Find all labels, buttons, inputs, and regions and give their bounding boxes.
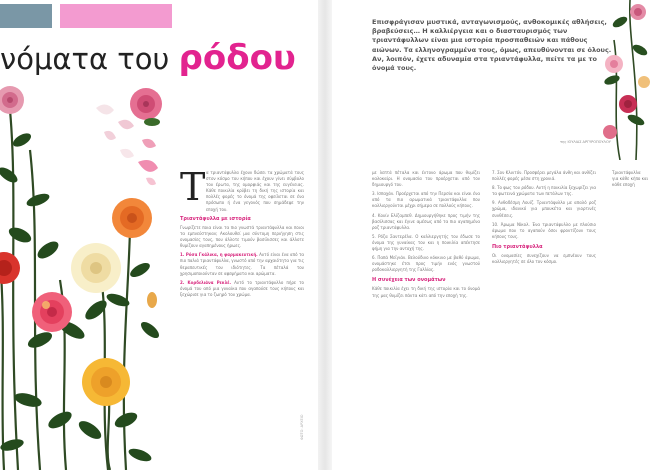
rose-orange bbox=[112, 198, 152, 238]
title-accent: ρόδου bbox=[178, 38, 296, 78]
right-article-column bbox=[492, 170, 596, 268]
rose-pink-top bbox=[0, 86, 24, 114]
body-paragraph: 8. Το φως του ρόδου. Αυτή η ποικιλία ξεχωρίζει για τα φωτεινά χρώματα των πετάλων της. bbox=[492, 185, 596, 197]
list-item bbox=[180, 252, 304, 276]
left-article-column-body bbox=[180, 212, 304, 301]
body-paragraph: 4. Κουίν Ελίζαμπεθ. Δημιουργήθηκε προς τιμήν της βασίλισσας και έγινε αμέσως από τα πιο αγαπημένα ροζ τριαντάφυλλα. bbox=[372, 212, 480, 230]
section-heading: Πιο τριαντάφυλλα bbox=[492, 243, 543, 250]
left-page bbox=[0, 0, 318, 470]
body-paragraph: με λεπτά πέταλα και έντονο άρωμα που θυμίζει καλοκαίρι. Η ονομασία του προέρχεται από τον δημιουργό του. bbox=[372, 170, 480, 188]
item-title: 1. Ρόσα Γκάλικα, η φαρμακευτική. bbox=[180, 252, 258, 258]
rose-coral bbox=[32, 292, 72, 332]
sidebar-text: Τριαντάφυλλα για κάθε κήπο και κάθε εποχή bbox=[612, 170, 648, 188]
item-title: 2. Κορδελιάνα Ρεκλέ. bbox=[180, 279, 231, 285]
item-text: Αυτό το τριαντάφυλλο πήρε το όνομά του από μια γυναίκα που αγαπούσε τους κήπους και ξεχώρισε για το ζωηρό του χρώμα. bbox=[180, 279, 304, 297]
body-paragraph: 7. Σον Κλιντόν. Προσφέρει μεγάλα άνθη και ανθίζει πολλές φορές μέσα στη χρονιά. bbox=[492, 170, 596, 182]
rose-pink-petals-head bbox=[130, 88, 162, 126]
section-heading: Η συνέχεια των ονομάτων bbox=[372, 277, 446, 284]
lead-paragraph: α τριαντάφυλλα έχουν δώσει τα χρώματά τους στον κόσμο του κήπου και έχουν γίνει σύμβολο του έρωτα, της ομορφιάς και της ευγένειας. Κάθε ποικιλία κρύβει τη δική της ιστορία και πολλές φορές το όνομά της οφείλεται σε ένα πρόσωπο ή ένα γεγονός που σημάδεψε την εποχή του. bbox=[206, 170, 304, 212]
drop-cap: Τ bbox=[180, 165, 206, 209]
rose-cream bbox=[71, 243, 121, 293]
roses-corner-illustration bbox=[600, 0, 650, 160]
middle-article-column bbox=[372, 170, 480, 302]
list-item bbox=[180, 280, 304, 298]
left-article-column bbox=[206, 170, 304, 216]
sidebar-column bbox=[612, 170, 648, 191]
body-paragraph: 10. Άρωμα Νίκολ. Ένα τριαντάφυλλο με πλούσιο άρωμα που το αγαπούν όσοι φροντίζουν τους κήπους τους. bbox=[492, 221, 596, 239]
rose-red bbox=[0, 252, 20, 284]
page-gutter bbox=[318, 0, 332, 470]
body-paragraph: Γνωρίζετε ποια είναι τα πιο γνωστά τριαντάφυλλα και ποιοι τα εμπνεύστηκαν; Ακολουθεί μια σύντομη περιήγηση στις ονομασίες τους, που άλλοτε τιμούν βασίλισσες και άλλοτε θυμίζουν αγαπημένους ήρωες. bbox=[180, 225, 304, 249]
rose-yellow bbox=[82, 358, 130, 406]
photo-credit: ΦΩΤΟ: ΑΡΧΕΙΟ bbox=[300, 414, 304, 440]
body-paragraph: 5. Ρόζα Σαντερέλα. Ο καλλιεργητής του έδωσε το όνομα της γυναίκας του και η ποικιλία απέκτησε φήμη για την αντοχή της. bbox=[372, 233, 480, 252]
body-paragraph: 9. Ανθοδέσμη Λουίζ. Τριαντάφυλλο με απαλό ροζ χρώμα, ιδανικό για μπουκέτα και γιορτινές συνθέσεις. bbox=[492, 200, 596, 218]
rose-bud bbox=[147, 292, 157, 308]
body-paragraph: Κάθε ποικιλία έχει τη δική της ιστορία και το όνομά της μας θυμίζει πάντα κάτι από την εποχή της. bbox=[372, 286, 480, 298]
body-paragraph: Οι ονομασίες συνεχίζουν να εμπνέουν τους καλλιεργητές σε όλο τον κόσμο. bbox=[492, 252, 596, 265]
intro-paragraph: Επισφράγισαν μυστικά, ανταγωνισμούς, ανθοκομικές αθλήσεις, βραβεύσεις… Η καλλιέργεια και ο διασταυρισμός των τριαντάφυλλων είναι μια ιστορία προσπαθειών και πάθους αιώνων. Τα ελληνογραμμένα τους, όμως, απευθύνονται σε όλους. Αν, λοιπόν, έχετε αδυναμία στα τριαντάφυλλα, πείτε τα με το όνομά τους. bbox=[372, 18, 612, 73]
title-prefix: νόματα του bbox=[0, 42, 170, 76]
byline: της ΙΟΥΛΙΑΣ ΑΡΓΥΡΟΠΟΥΛΟΥ bbox=[560, 140, 611, 144]
body-paragraph: 6. Παπά Μεϊγιάν. Βελούδινο κόκκινο με βαθύ άρωμα, ονομάστηκε έτσι προς τιμήν ενός γνωστού ροδοκαλλιεργητή της Γαλλίας. bbox=[372, 255, 480, 273]
body-paragraph: 3. Ισπαχάν. Προέρχεται από την Περσία και είναι ένα από τα πιο αρωματικά τριαντάφυλλα που καλλιεργούνται μέχρι σήμερα σε πολλούς κήπους. bbox=[372, 191, 480, 209]
section-heading: Τριαντάφυλλα με ιστορία bbox=[180, 216, 251, 222]
item-text: Αυτό είναι ένα από τα πιο παλιά τριαντάφυλλα, γνωστό από την αρχαιότητα για τις θεραπευτικές του ιδιότητες. Τα πέταλά του χρησιμοποιούνταν σε αφεψήματα και αρώματα. bbox=[180, 252, 304, 276]
